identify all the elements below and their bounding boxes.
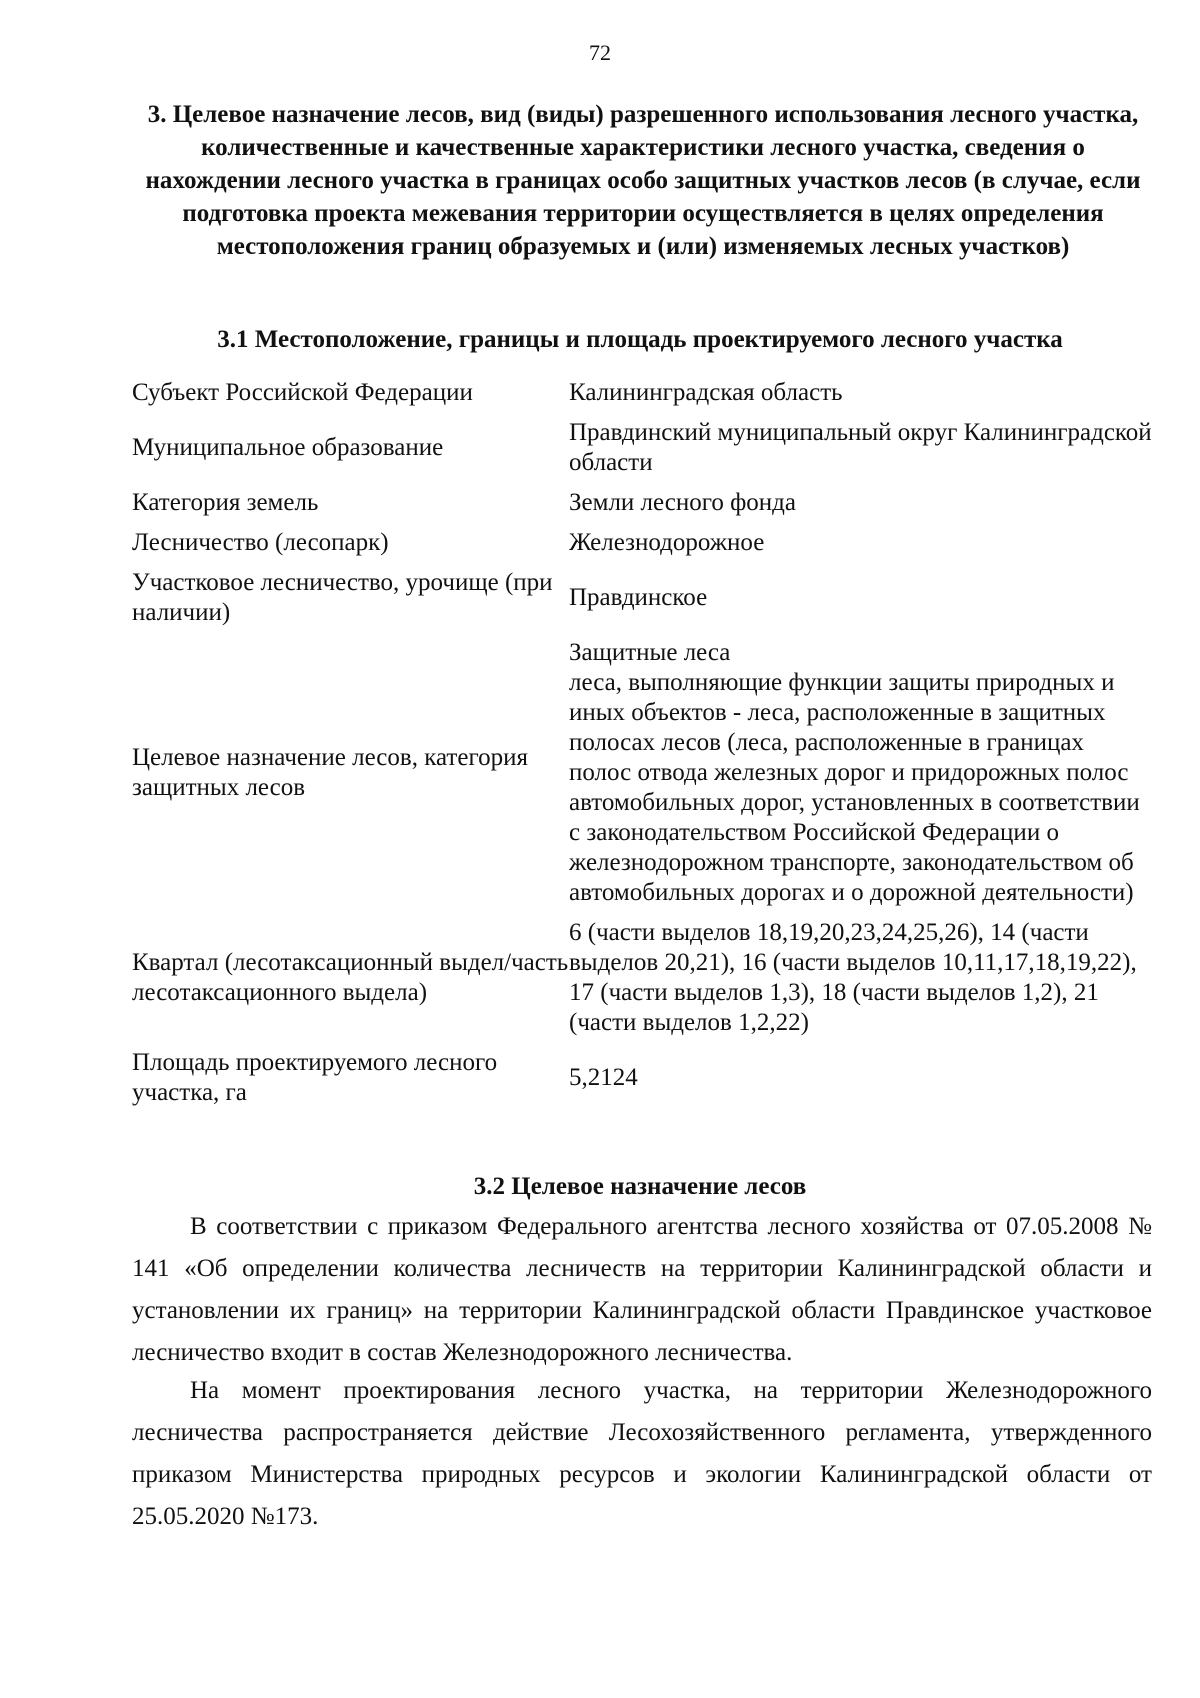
subsection-title-3-2: 3.2 Целевое назначение лесов	[473, 1173, 807, 1200]
forest-plot-info-table	[132, 373, 1152, 1113]
row-value-subject: Калининградская область	[569, 379, 843, 406]
row-value-municipality: Правдинский муниципальный округ Калининградской области	[569, 419, 1152, 476]
row-label-municipality: Муниципальное образование	[132, 434, 444, 461]
row-label-district-forestry: Участковое лесничество, урочище (при наличии)	[132, 569, 553, 626]
row-value-district-forestry: Правдинское	[569, 584, 708, 611]
table-row	[132, 483, 1152, 523]
row-label-purpose: Целевое назначение лесов, категория защитных лесов	[132, 744, 528, 801]
row-value-area: 5,2124	[569, 1064, 638, 1091]
row-value-land-category: Земли лесного фонда	[569, 489, 796, 516]
row-label-land-category: Категория земель	[132, 489, 319, 516]
table-row	[132, 1043, 1152, 1113]
row-label-forestry: Лесничество (лесопарк)	[132, 529, 389, 556]
page-number: 72	[589, 40, 611, 65]
row-value-purpose-title: Защитные леса	[569, 639, 731, 666]
table-row	[132, 563, 1152, 633]
row-value-quarter: 6 (части выделов 18,19,20,23,24,25,26), 14 (части выделов 20,21), 16 (части выделов 10,11,17,18,19,22), 17 (части выделов 1,3), 18 (части выделов 1,2), 21 (части выделов 1,2,22)	[569, 919, 1137, 1036]
row-label-quarter: Квартал (лесотаксационный выдел/часть лесотаксационного выдела)	[132, 949, 569, 1006]
table-row	[132, 633, 1152, 913]
section-title: 3. Целевое назначение лесов, вид (виды) разрешенного использования лесного участка, количественные и качественные характеристики лесного участка, сведения о нахождении лесного участка в границах особо защитных участков лесов (в случае, если подготовка проекта межевания территории осуществляется в целях определения местоположения границ образуемых и (или) изменяемых лесных участков)	[145, 101, 1141, 260]
row-value-purpose-cell	[569, 633, 1152, 913]
row-label-area: Площадь проектируемого лесного участка, га	[132, 1049, 498, 1106]
subsection-title-3-1: 3.1 Местоположение, границы и площадь проектируемого лесного участка	[217, 326, 1063, 353]
body-paragraph-2: На момент проектирования лесного участка, на территории Железнодорожного лесничества распространяется действие Лесохозяйственного регламента, утвержденного приказом Министерства природных ресурсов и экологии Калининградской области от 25.05.2020 №173.	[132, 1377, 1152, 1530]
row-value-purpose: леса, выполняющие функции защиты природных и иных объектов - леса, расположенные в защитных полосах лесов (леса, расположенные в границах полос отвода железных дорог и придорожных полос автомобильных дорог, установленных в соответствии с законодательством Российской Федерации о железнодорожном транспорте, законодательством об автомобильных дорогах и о дорожной деятельности)	[569, 669, 1140, 906]
body-paragraph-1: В соответствии с приказом Федерального агентства лесного хозяйства от 07.05.2008 № 141 «Об определении количества лесничеств на территории Калининградской области и установлении их границ» на территории Калининградской области Правдинское участковое лесничество входит в состав Железнодорожного лесничества.	[132, 1213, 1152, 1366]
row-value-forestry: Железнодорожное	[569, 529, 765, 556]
table-row	[132, 373, 1152, 413]
table-row	[132, 413, 1152, 483]
row-label-subject: Субъект Российской Федерации	[132, 379, 473, 406]
table-row	[132, 523, 1152, 563]
table-row	[132, 913, 1152, 1043]
